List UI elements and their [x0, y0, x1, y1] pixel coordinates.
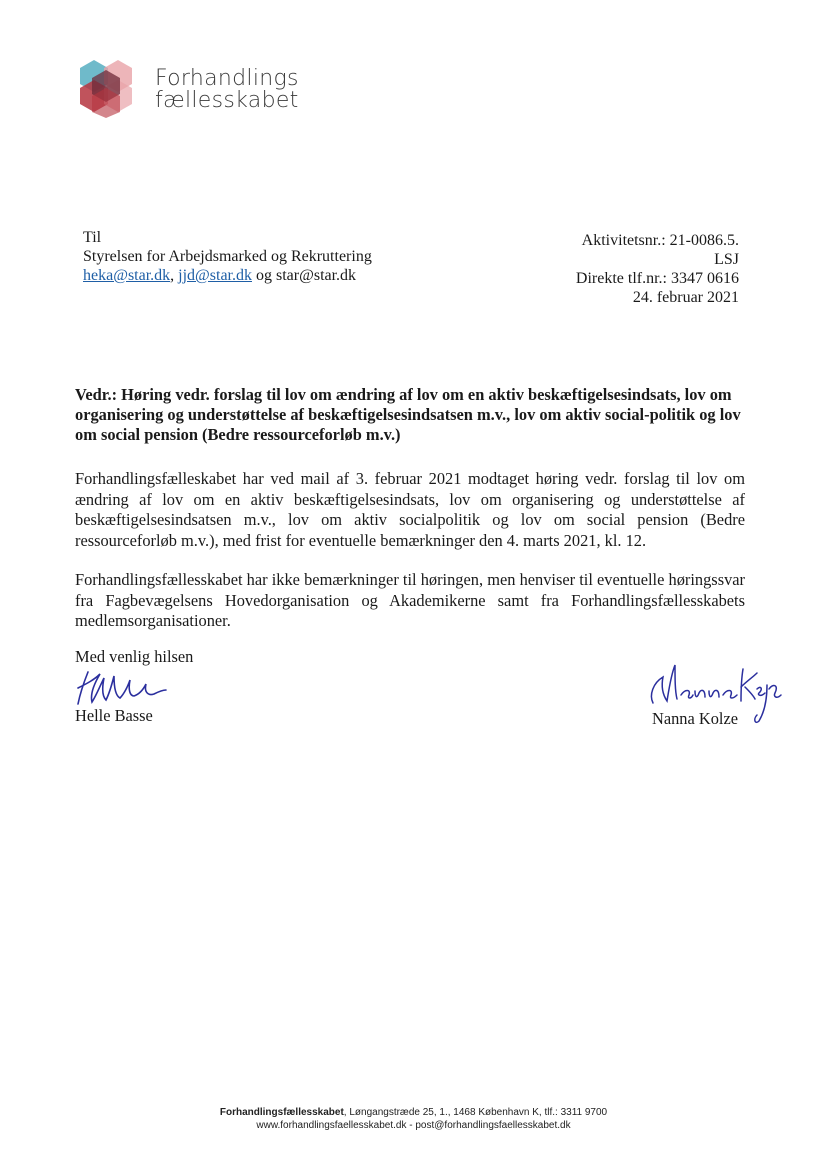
email-link-heka[interactable]: heka@star.dk — [83, 267, 171, 284]
email-star: star@star.dk — [276, 267, 357, 284]
signatory-name-right: Nanna Kolze — [652, 709, 739, 728]
reference-block — [576, 231, 739, 307]
recipient-block — [83, 228, 372, 285]
recipient-organization: Styrelsen for Arbejdsmarked og Rekruttering — [83, 248, 372, 265]
subject-heading: Vedr.: Høring vedr. forslag til lov om ændring af lov om en aktiv beskæftigelsesindsats, lov om organisering og understøttelse af beskæftigelsesindsatsen m.v., lov om aktiv social-politik og lov om social pension (Bedre ressourceforløb m.v.) — [75, 385, 741, 444]
email-separator: , — [170, 267, 175, 284]
organization-logo — [80, 58, 320, 118]
email-conjunction: og — [256, 267, 272, 284]
to-label: Til — [83, 229, 102, 246]
body-paragraph-2: Forhandlingsfællesskabet har ikke bemærkninger til høringen, men henviser til eventuelle høringssvar fra Fagbevægelsens Hovedorganisation og Akademikerne samt fra Forhandlingsfællesskabets medlemsorganisationer. — [75, 570, 745, 630]
footer-org-name: Forhandlingsfællesskabet — [219, 1107, 344, 1118]
signature-helle-basse — [74, 666, 169, 708]
direct-phone: Direkte tlf.nr.: 3347 0616 — [575, 270, 739, 287]
email-link-jjd[interactable]: jjd@star.dk — [178, 267, 252, 284]
case-initials: LSJ — [714, 251, 739, 268]
page-footer — [0, 1106, 827, 1132]
recipient-emails — [83, 266, 372, 285]
footer-address: , Løngangstræde 25, 1., 1468 København K, tlf.: 3311 9700 — [343, 1107, 608, 1118]
logo-text-line2: fællesskabet — [155, 88, 299, 113]
logo-mark-icon — [80, 58, 150, 118]
body-paragraph-1: Forhandlingsfælleskabet har ved mail af 3. februar 2021 modtaget høring vedr. forslag til lov om ændring af lov om en aktiv beskæftigelsesindsats, lov om organisering og understøttelse af beskæftigelsesindsatsen m.v., lov om aktiv socialpolitik og lov om social pension (Bedre ressourceforløb m.v.), med frist for eventuelle bemærkninger den 4. marts 2021, kl. 12. — [75, 469, 745, 550]
closing-phrase: Med venlig hilsen — [75, 647, 194, 666]
letter-date: 24. februar 2021 — [632, 289, 739, 306]
logo-text-line1: Forhandlings — [155, 66, 299, 91]
signatory-name-left: Helle Basse — [75, 706, 153, 725]
activity-number: Aktivitetsnr.: 21-0086.5. — [581, 232, 739, 249]
footer-line-2: www.forhandlingsfaellesskabet.dk - post@forhandlingsfaellesskabet.dk — [256, 1120, 571, 1131]
footer-line-1 — [0, 1106, 827, 1119]
